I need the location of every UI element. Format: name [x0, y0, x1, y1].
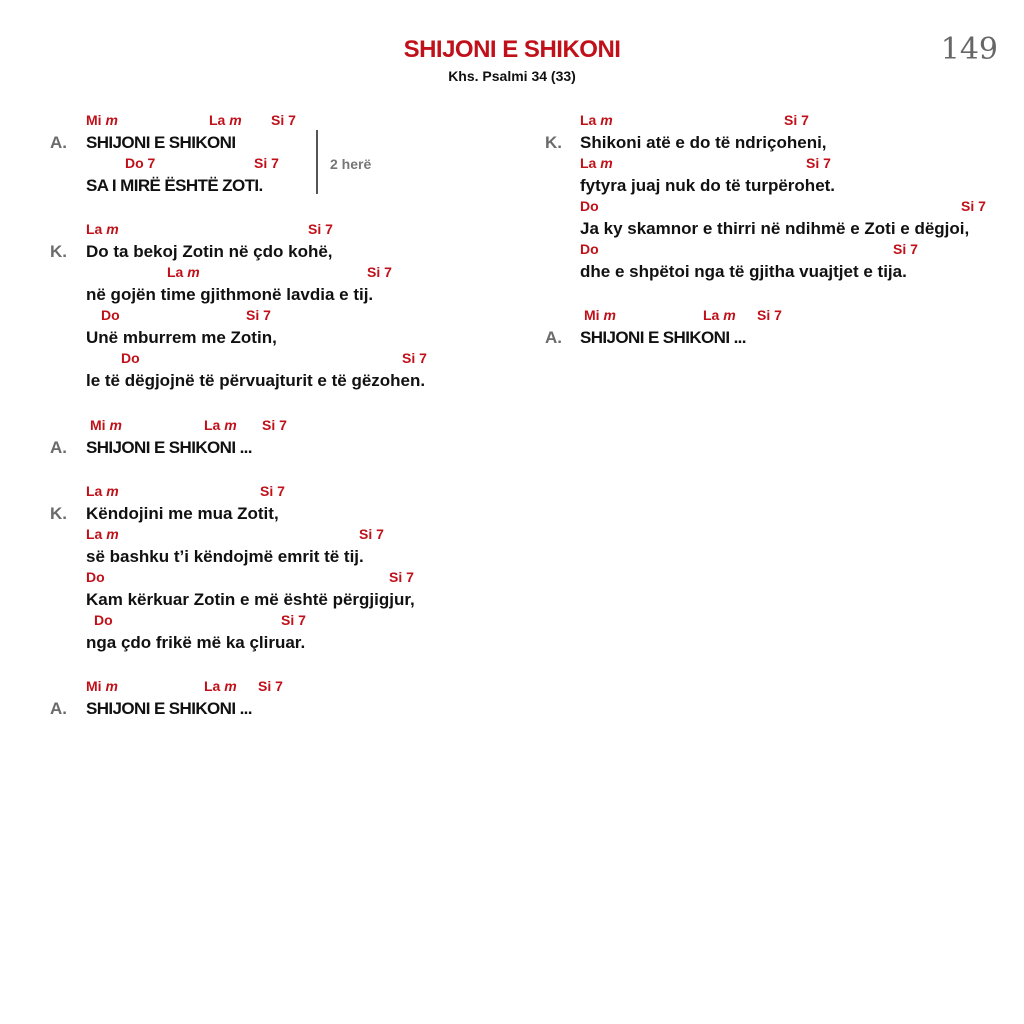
chord: Mi m	[86, 678, 118, 694]
chord: La m	[580, 155, 613, 171]
chord: Si 7	[402, 350, 427, 366]
chord: Do	[580, 241, 599, 257]
chord: Si 7	[271, 112, 296, 128]
chord: La m	[86, 221, 119, 237]
refrain-line: SHIJONI E SHIKONI ...	[86, 699, 252, 718]
verse-line: Këndojini me mua Zotit,	[86, 504, 279, 523]
chord: La m	[209, 112, 242, 128]
chord: Si 7	[367, 264, 392, 280]
chord: La m	[204, 678, 237, 694]
song-title: SHIJONI E SHIKONI	[403, 36, 621, 63]
refrain-marker: A.	[50, 133, 67, 152]
chord: La m	[86, 526, 119, 542]
chord: Do	[580, 198, 599, 214]
refrain-line: SHIJONI E SHIKONI	[86, 133, 236, 152]
page-number: 149	[940, 32, 998, 67]
refrain-line: SHIJONI E SHIKONI ...	[86, 438, 252, 457]
chord: Do	[121, 350, 140, 366]
chord: La m	[204, 417, 237, 433]
chord: Si 7	[258, 678, 283, 694]
chord: Mi m	[584, 307, 616, 323]
chord: La m	[86, 483, 119, 499]
chord: Si 7	[246, 307, 271, 323]
repeat-bracket	[316, 130, 318, 194]
verse-line: Unë mburrem me Zotin,	[86, 328, 277, 347]
chord: Mi m	[90, 417, 122, 433]
refrain-line: SA I MIRË ËSHTË ZOTI.	[86, 176, 263, 195]
chord: Si 7	[281, 612, 306, 628]
chord: Si 7	[359, 526, 384, 542]
verse-line: së bashku t’i këndojmë emrit të tij.	[86, 547, 364, 566]
verse-line: fytyra juaj nuk do të turpërohet.	[580, 176, 836, 195]
chord: La m	[167, 264, 200, 280]
chord: La m	[703, 307, 736, 323]
refrain-marker: A.	[545, 328, 562, 347]
chord: Si 7	[757, 307, 782, 323]
verse-line: Do ta bekoj Zotin në çdo kohë,	[86, 242, 333, 261]
refrain-marker: A.	[50, 699, 67, 718]
chord: Si 7	[260, 483, 285, 499]
repeat-note: 2 herë	[330, 156, 372, 172]
verse-line: Kam kërkuar Zotin e më është përgjigjur,	[86, 590, 415, 609]
verse-line: nga çdo frikë më ka çliruar.	[86, 633, 306, 652]
verse-marker: K.	[545, 133, 562, 152]
chord: Si 7	[262, 417, 287, 433]
chord: Do	[101, 307, 120, 323]
chord: Do	[86, 569, 105, 585]
chord: Do	[94, 612, 113, 628]
chord: La m	[580, 112, 613, 128]
verse-line: dhe e shpëtoi nga të gjitha vuajtjet e tija.	[580, 262, 907, 281]
song-subtitle: Khs. Psalmi 34 (33)	[448, 68, 576, 84]
chord: Si 7	[254, 155, 279, 171]
verse-line: në gojën time gjithmonë lavdia e tij.	[86, 285, 374, 304]
chord: Mi m	[86, 112, 118, 128]
chord: Si 7	[961, 198, 986, 214]
verse-marker: K.	[50, 242, 67, 261]
chord: Si 7	[893, 241, 918, 257]
refrain-marker: A.	[50, 438, 67, 457]
verse-line: le të dëgjojnë të përvuajturit e të gëzohen.	[86, 371, 426, 390]
chord: Si 7	[806, 155, 831, 171]
refrain-line: SHIJONI E SHIKONI ...	[580, 328, 746, 347]
verse-line: Shikoni atë e do të ndriçoheni,	[580, 133, 827, 152]
verse-marker: K.	[50, 504, 67, 523]
chord: Si 7	[308, 221, 333, 237]
chord: Do 7	[125, 155, 156, 171]
chord: Si 7	[784, 112, 809, 128]
chord: Si 7	[389, 569, 414, 585]
verse-line: Ja ky skamnor e thirri në ndihmë e Zoti e dëgjoi,	[580, 219, 970, 238]
